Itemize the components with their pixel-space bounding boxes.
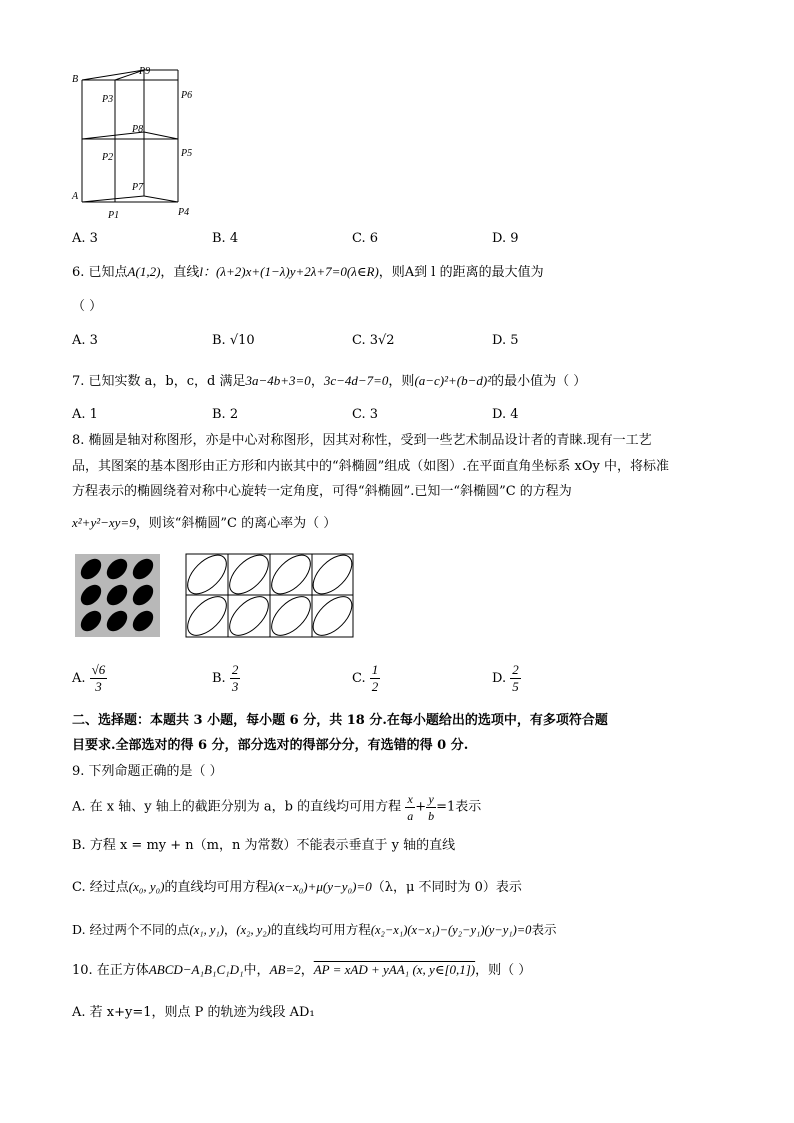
q7-sep: ，: [310, 374, 324, 389]
q8-option-d-letter: D.: [492, 671, 507, 686]
grid-ellipse: [306, 590, 355, 639]
q7-option-a: A. 1: [72, 407, 98, 422]
label-P8: P8: [132, 124, 144, 135]
q7-stem: [72, 372, 586, 391]
fraction-numerator: 2: [512, 662, 519, 677]
q8-option-a-fraction: [90, 662, 108, 695]
q9-d-mid: 的直线均可用方程: [270, 922, 371, 937]
fraction-denominator: 5: [512, 679, 519, 694]
q9-a-fraction-x: [405, 791, 415, 824]
fraction-denominator: 3: [95, 679, 102, 694]
grid-ellipse: [306, 553, 355, 601]
q6-option-c: C. 3√2: [352, 333, 395, 348]
prism-edge: [82, 70, 144, 80]
grid-ellipse: [265, 553, 317, 601]
q8-line3: 方程表示的椭圆绕着对称中心旋转一定角度，可得“斜椭圆”.已知一“斜椭圆”C 的方程为: [72, 484, 572, 499]
q9-option-b: B. 方程 x = my + n（m，n 为常数）不能表示垂直于 y 轴的直线: [72, 838, 456, 853]
q9-c-post: （λ，μ 不同时为 0）表示: [371, 880, 522, 895]
q9-option-c: [72, 878, 522, 897]
q9-a-plus: +: [415, 799, 427, 815]
q10-ab: AB=2: [269, 962, 301, 977]
q8-option-c-fraction: [370, 662, 381, 695]
q10-stem-b: 中，: [243, 963, 270, 978]
q7-stem-c: 的最小值为（ ）: [491, 374, 587, 389]
q6-line-eq: l：(λ+2)x+(1−λ)y+2λ+7=0(λ∈R): [199, 264, 379, 279]
q6-stem-b: ，直线: [160, 265, 200, 280]
label-P6: P6: [181, 90, 193, 101]
grid-ellipse: [185, 553, 233, 601]
fraction-numerator: y: [426, 791, 436, 808]
q5-option-b: B. 4: [212, 231, 239, 246]
q7-stem-a: 7. 已知实数 a，b，c，d 满足: [72, 374, 246, 389]
q10-stem: [72, 961, 531, 980]
q9-d-p2: (x₂, y₂): [236, 923, 271, 937]
q8-line2: 品，其图案的基本图形由正方形和内嵌其中的“斜椭圆”组成（如图）.在平面直角坐标系 xOy 中，将标准: [72, 459, 670, 474]
q6-option-d: D. 5: [492, 333, 519, 348]
q9-a-fraction-y: [426, 791, 436, 824]
q8-eq: x²+y²−xy=9: [72, 515, 136, 530]
q7-stem-b: ，则: [388, 374, 415, 389]
ellipse-grid-figure: [185, 553, 355, 639]
grid-ellipse: [223, 590, 275, 639]
q9-option-a: [72, 791, 481, 824]
q8-option-d: [492, 662, 521, 695]
q6-option-a: A. 3: [72, 333, 98, 348]
q5-option-a: A. 3: [72, 231, 98, 246]
fraction-numerator: x: [405, 791, 415, 808]
q9-a-post: =1表示: [436, 799, 482, 815]
q8-option-b-letter: B.: [212, 671, 226, 686]
grid-ellipse: [185, 590, 233, 639]
fraction-denominator: a: [407, 809, 414, 823]
q7-eq1: 3a−4b+3=0: [245, 373, 311, 388]
q8-line4b: ，则该“斜椭圆”C 的离心率为（ ）: [135, 516, 337, 531]
label-B: B: [72, 74, 79, 85]
fraction-numerator: 1: [371, 662, 379, 677]
section2-line1: 二、选择题：本题共 3 小题，每小题 6 分，共 18 分.在每小题给出的选项中，有多项符合题: [72, 713, 608, 728]
q9-d-pre: D. 经过两个不同的点: [72, 922, 190, 937]
label-P9: P9: [139, 66, 151, 77]
q9-d-p1: (x₁, y₁): [189, 923, 224, 937]
q8-option-a-letter: A.: [72, 671, 86, 686]
q9-c-eq: λ(x−x₀)+μ(y−y₀)=0: [268, 879, 372, 894]
q9-option-d: [72, 921, 556, 939]
q5-option-d: D. 9: [492, 231, 519, 246]
label-P7: P7: [132, 182, 144, 193]
q9-d-post: 表示: [531, 922, 557, 937]
stacked-prism-figure: [60, 62, 200, 222]
q6-point: A(1,2): [127, 264, 161, 279]
q8-option-c-letter: C.: [352, 671, 366, 686]
q9-stem: 9. 下列命题正确的是（ ）: [72, 764, 223, 779]
q10-vector-eq: AP = xAD + yAA₁ (x, y∈[0,1]): [313, 962, 476, 977]
q6-blank: （ ）: [72, 299, 103, 314]
q10-option-a: A. 若 x+y=1，则点 P 的轨迹为线段 AD₁: [72, 1005, 315, 1020]
label-A: A: [72, 191, 79, 202]
label-P3: P3: [102, 94, 114, 105]
grid-ellipse: [223, 553, 275, 601]
label-P1: P1: [108, 210, 120, 221]
q9-d-eq: (x₂−x₁)(x−x₁)−(y₂−y₁)(y−y₁)=0: [370, 923, 532, 937]
q8-option-a: [72, 662, 107, 695]
q10-cube: ABCD−A₁B₁C₁D₁: [148, 962, 244, 977]
q5-option-c: C. 6: [352, 231, 379, 246]
q8-option-d-fraction: [510, 662, 521, 695]
label-P4: P4: [178, 207, 190, 218]
label-P5: P5: [181, 148, 193, 159]
fraction-denominator: b: [428, 809, 435, 823]
q9-c-point: (x₀, y₀): [128, 879, 165, 894]
q7-expr: (a−c)²+(b−d)²: [414, 373, 492, 388]
q8-line1: 8. 椭圆是轴对称图形，亦是中心对称图形，因其对称性，受到一些艺术制品设计者的青睐.现有一工艺: [72, 433, 652, 448]
q10-sep: ，: [300, 963, 314, 978]
q9-c-pre: C. 经过点: [72, 880, 129, 895]
q8-option-b-fraction: [230, 662, 241, 695]
fraction-numerator: 2: [231, 662, 239, 677]
grid-ellipse: [265, 590, 317, 639]
label-P2: P2: [102, 152, 114, 163]
q7-option-c: C. 3: [352, 407, 379, 422]
q9-d-sep: ，: [223, 922, 237, 937]
fraction-denominator: 2: [371, 679, 379, 694]
prism-edge: [144, 132, 178, 139]
fraction-denominator: 3: [231, 679, 239, 694]
ellipse-tile-figure: [75, 554, 160, 637]
q9-a-pre: A. 在 x 轴、y 轴上的截距分别为 a，b 的直线均可用方程: [72, 799, 402, 815]
q10-stem-c: ，则（ ）: [475, 963, 532, 978]
q7-eq2: 3c−4d−7=0: [323, 373, 389, 388]
q9-c-mid: 的直线均可用方程: [164, 880, 269, 895]
prism-edge: [82, 196, 144, 202]
q6-option-b: B. √10: [212, 333, 255, 348]
q10-stem-a: 10. 在正方体: [72, 963, 149, 978]
prism-edge: [144, 196, 178, 202]
q6-stem-c: ，则A到 l 的距离的最大值为: [378, 265, 544, 280]
q6-stem: [72, 263, 544, 282]
q7-option-b: B. 2: [212, 407, 239, 422]
q6-stem-a: 6. 已知点: [72, 265, 128, 280]
q8-option-c: [352, 662, 380, 695]
q8-option-b: [212, 662, 240, 695]
fraction-numerator: √6: [91, 662, 106, 677]
q7-option-d: D. 4: [492, 407, 519, 422]
q8-line4: [72, 514, 336, 533]
section2-line2: 目要求.全部选对的得 6 分，部分选对的得部分分，有选错的得 0 分.: [72, 738, 469, 753]
